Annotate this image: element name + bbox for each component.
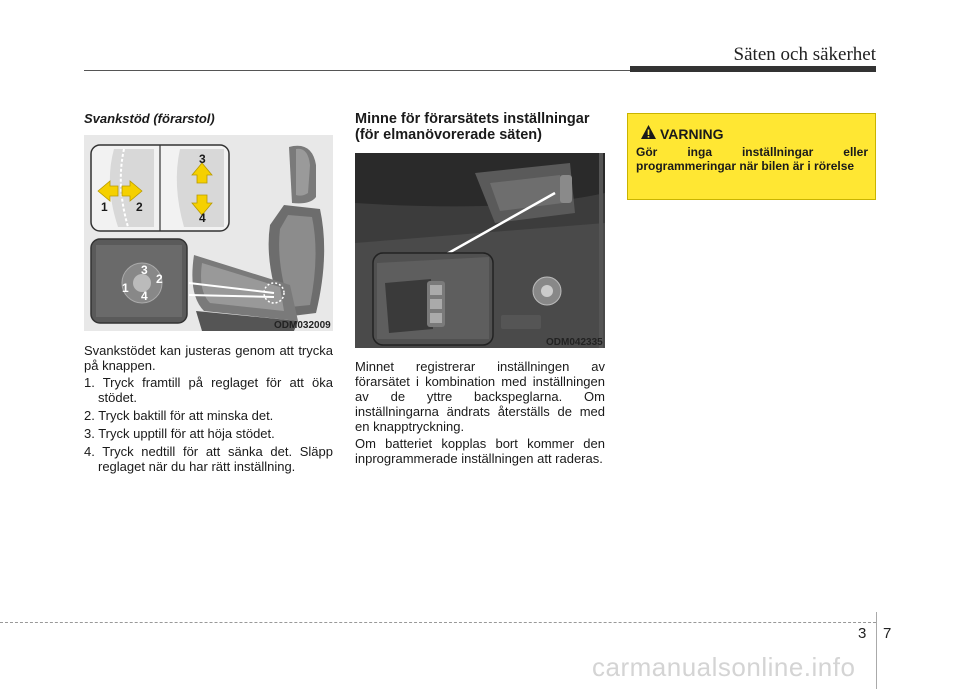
lumbar-figure-code: ODM032009 bbox=[274, 320, 331, 331]
lumbar-step-2: 2. Tryck baktill för att minska det. bbox=[84, 408, 274, 423]
callout-2: 2 bbox=[136, 200, 143, 214]
footer-divider bbox=[876, 612, 877, 689]
seat-illustration bbox=[84, 135, 333, 331]
warning-triangle-icon bbox=[640, 124, 657, 145]
switch-callout-1: 1 bbox=[122, 281, 129, 295]
watermark: carmanualsonline.info bbox=[592, 652, 856, 682]
lumbar-steps bbox=[84, 375, 333, 477]
callout-3: 3 bbox=[199, 152, 206, 166]
memory-figure bbox=[355, 153, 605, 348]
warning-text: Gör inga inställningar eller programmeringar när bilen är i rörelse bbox=[636, 145, 868, 173]
header-rule bbox=[84, 70, 630, 71]
callout-4: 4 bbox=[199, 211, 206, 225]
section-title: Säten och säkerhet bbox=[733, 44, 876, 65]
lumbar-support-heading: Svankstöd (förarstol) bbox=[84, 111, 215, 126]
warning-title: VARNING bbox=[660, 126, 724, 142]
memory-paragraph-1: Minnet registrerar inställningen av förarsätet i kombination med inställningen av de yttre backspeglarna. Om inställningarna ändrats återställs de med en knapptryckning. bbox=[355, 359, 605, 434]
memory-heading: Minne för förarsätets inställningar (för elmanövorerade säten) bbox=[355, 111, 590, 143]
switch-callout-4: 4 bbox=[141, 289, 148, 303]
page-number: 7 bbox=[883, 625, 892, 642]
door-panel-illustration bbox=[355, 153, 605, 348]
footer-rule bbox=[0, 622, 876, 623]
memory-figure-code: ODM042335 bbox=[546, 337, 603, 348]
memory-paragraph-2: Om batteriet kopplas bort kommer den inprogrammerade inställningen att raderas. bbox=[355, 436, 605, 466]
switch-callout-2: 2 bbox=[156, 272, 163, 286]
chapter-number: 3 bbox=[858, 625, 867, 642]
lumbar-step-1: 1. Tryck framtill på reglaget för att öka stödet. bbox=[84, 375, 333, 405]
header-rule-accent bbox=[630, 66, 876, 72]
lumbar-step-3: 3. Tryck upptill för att höja stödet. bbox=[84, 426, 275, 441]
callout-1: 1 bbox=[101, 200, 108, 214]
lumbar-support-figure bbox=[84, 135, 333, 331]
lumbar-intro: Svankstödet kan justeras genom att trycka på knappen. bbox=[84, 343, 333, 373]
lumbar-step-4: 4. Tryck nedtill för att sänka det. Släpp reglaget när du har rätt inställning. bbox=[84, 444, 333, 474]
switch-callout-3: 3 bbox=[141, 263, 148, 277]
